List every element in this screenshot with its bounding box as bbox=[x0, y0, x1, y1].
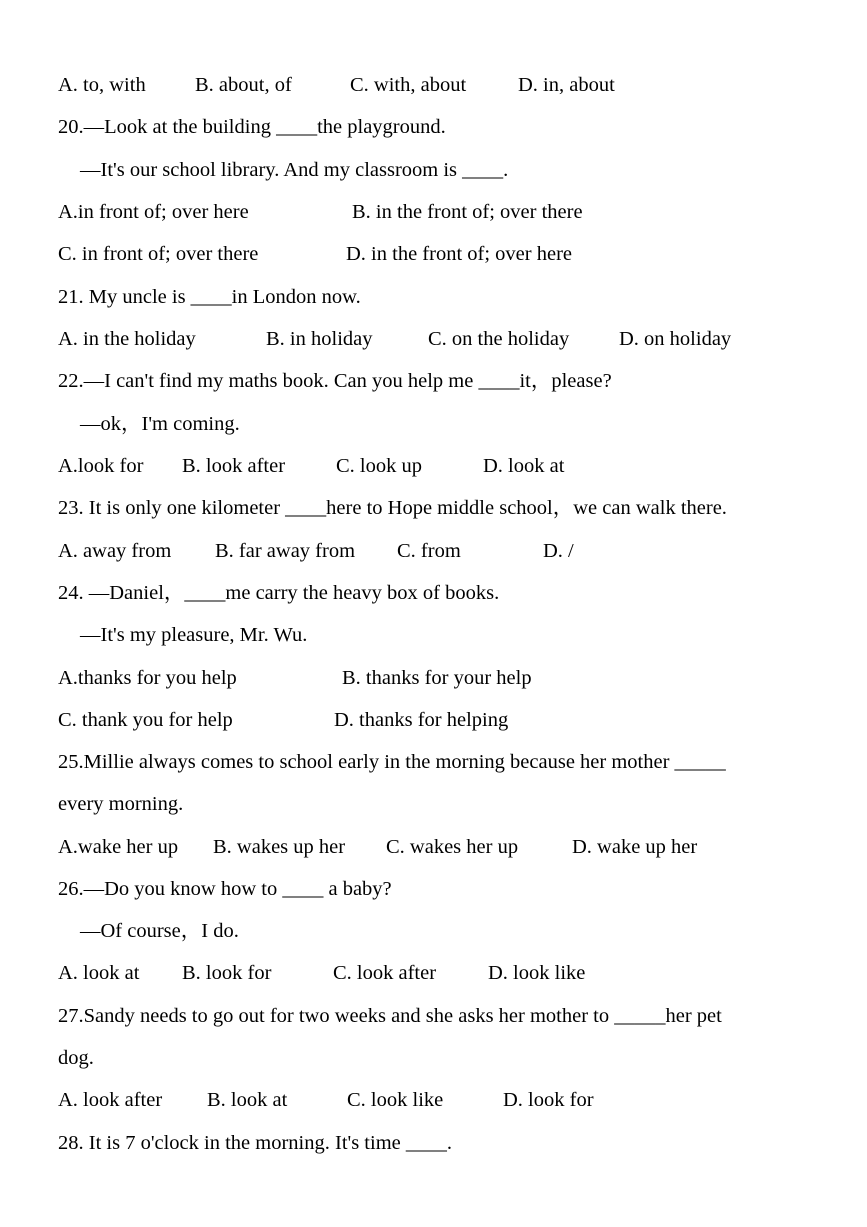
option-c: C. thank you for help bbox=[58, 709, 233, 731]
option-a: A.look for bbox=[58, 455, 144, 477]
option-c: C. from bbox=[397, 540, 461, 562]
question-25: 25.Millie always comes to school early in the morning because her mother _____ bbox=[58, 751, 726, 773]
question-27: 27.Sandy needs to go out for two weeks and she asks her mother to _____her pet bbox=[58, 1005, 722, 1027]
option-a: A. away from bbox=[58, 540, 172, 562]
option-d: D. look at bbox=[483, 455, 565, 477]
option-a: A.thanks for you help bbox=[58, 667, 237, 689]
question-20-reply: —It's our school library. And my classroom is ____. bbox=[80, 159, 509, 181]
option-d: D. wake up her bbox=[572, 836, 698, 858]
option-b: B. in the front of; over there bbox=[352, 201, 583, 223]
option-a: A. look after bbox=[58, 1089, 163, 1111]
question-28: 28. It is 7 o'clock in the morning. It's time ____. bbox=[58, 1132, 452, 1154]
option-c: C. look after bbox=[333, 962, 437, 984]
option-d: D. look for bbox=[503, 1089, 594, 1111]
option-b: B. look after bbox=[182, 455, 286, 477]
option-a: A. in the holiday bbox=[58, 328, 196, 350]
option-a: A. look at bbox=[58, 962, 140, 984]
question-25-continued: every morning. bbox=[58, 793, 184, 815]
option-b: B. wakes up her bbox=[213, 836, 346, 858]
option-b: B. look at bbox=[207, 1089, 288, 1111]
option-c: C. look like bbox=[347, 1089, 444, 1111]
question-24-reply: —It's my pleasure, Mr. Wu. bbox=[80, 624, 308, 646]
option-c: C. with, about bbox=[350, 74, 467, 96]
option-b: B. thanks for your help bbox=[342, 667, 532, 689]
option-d: D. look like bbox=[488, 962, 586, 984]
option-d: D. in, about bbox=[518, 74, 615, 96]
option-b: B. far away from bbox=[215, 540, 356, 562]
option-d: D. thanks for helping bbox=[334, 709, 509, 731]
question-22-reply: —ok，I'm coming. bbox=[80, 413, 240, 435]
question-26: 26.—Do you know how to ____ a baby? bbox=[58, 878, 392, 900]
option-c: C. wakes her up bbox=[386, 836, 519, 858]
question-20: 20.—Look at the building ____the playground. bbox=[58, 116, 446, 138]
question-23: 23. It is only one kilometer ____here to Hope middle school，we can walk there. bbox=[58, 497, 727, 519]
option-a: A. to, with bbox=[58, 74, 146, 96]
option-a: A.wake her up bbox=[58, 836, 179, 858]
option-d: D. / bbox=[543, 540, 574, 562]
option-c: C. on the holiday bbox=[428, 328, 570, 350]
question-22: 22.—I can't find my maths book. Can you help me ____it，please? bbox=[58, 370, 612, 392]
question-26-reply: —Of course，I do. bbox=[80, 920, 239, 942]
option-c: C. look up bbox=[336, 455, 422, 477]
option-b: B. in holiday bbox=[266, 328, 373, 350]
question-24: 24. —Daniel，____me carry the heavy box of books. bbox=[58, 582, 500, 604]
option-d: D. in the front of; over here bbox=[346, 243, 572, 265]
option-a: A.in front of; over here bbox=[58, 201, 249, 223]
option-c: C. in front of; over there bbox=[58, 243, 259, 265]
question-27-continued: dog. bbox=[58, 1047, 94, 1069]
option-b: B. about, of bbox=[195, 74, 292, 96]
option-b: B. look for bbox=[182, 962, 272, 984]
question-21: 21. My uncle is ____in London now. bbox=[58, 286, 361, 308]
option-d: D. on holiday bbox=[619, 328, 732, 350]
